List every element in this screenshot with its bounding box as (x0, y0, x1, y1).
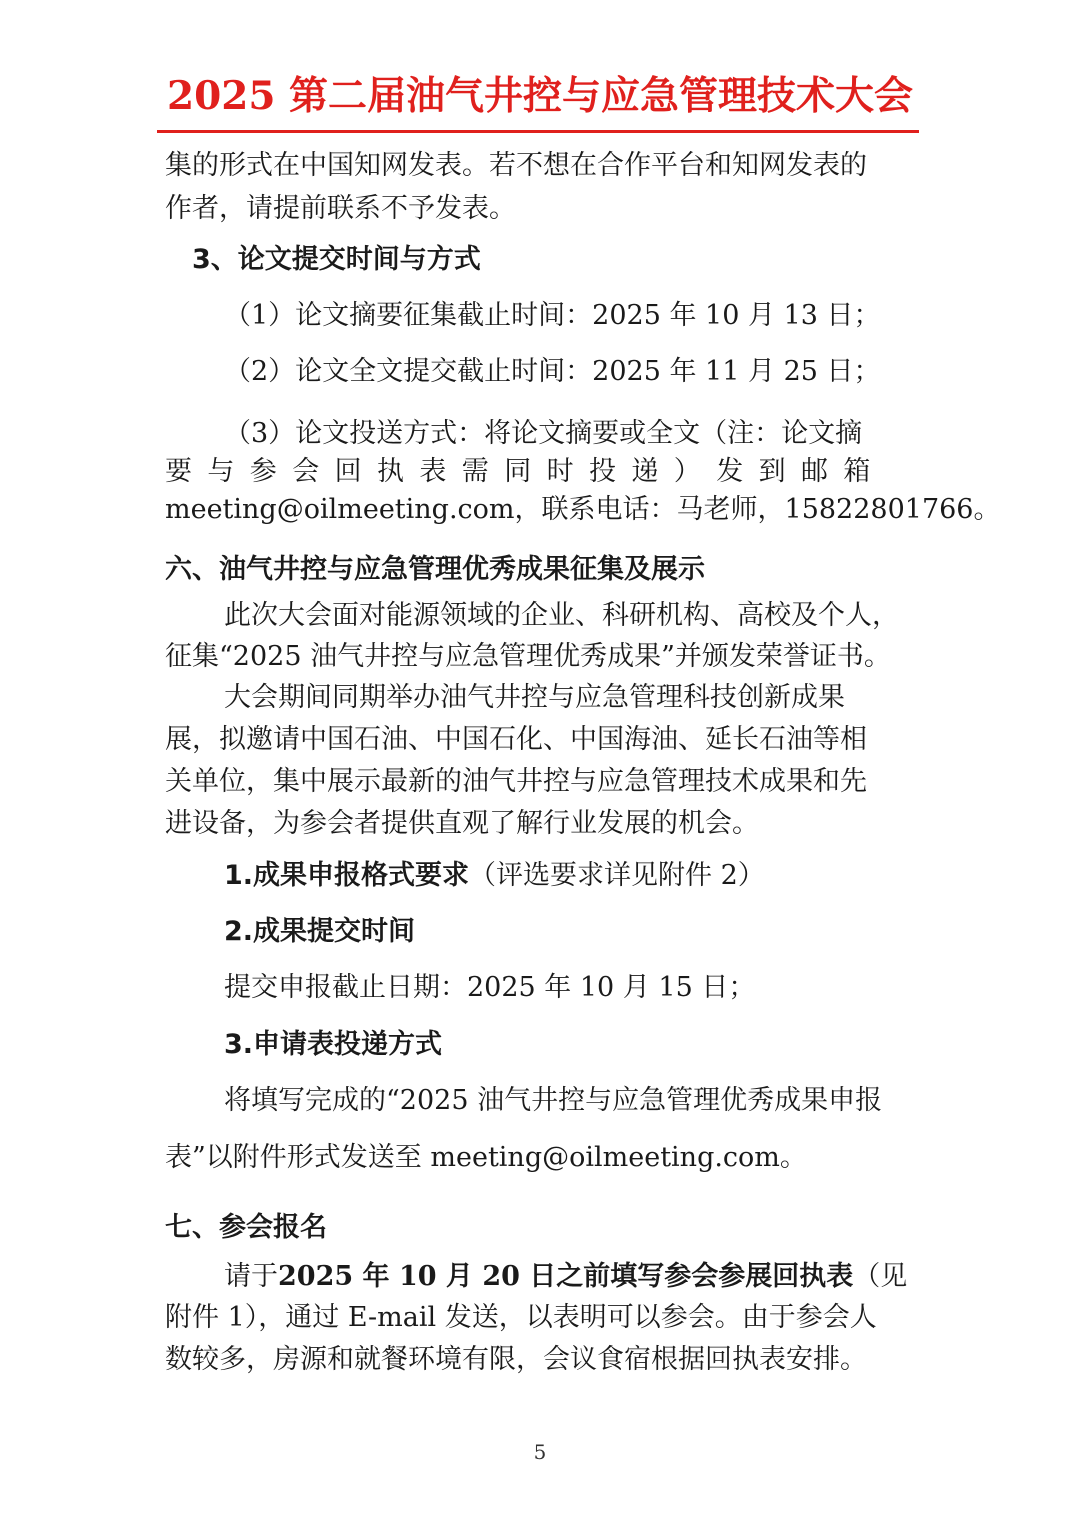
text-line: 关单位，集中展示最新的油气井控与应急管理技术成果和先 (165, 766, 867, 797)
text-line: 征集“2025 油气井控与应急管理优秀成果”并颁发荣誉证书。 (165, 641, 891, 672)
text-segment: （见 (853, 1261, 908, 1292)
text-line: 将填写完成的“2025 油气井控与应急管理优秀成果申报 (224, 1085, 883, 1116)
header-divider (157, 130, 919, 133)
text-line: 进设备，为参会者提供直观了解行业发展的机会。 (165, 808, 759, 839)
text-segment: 请于 (224, 1261, 278, 1292)
deadline-highlight: 2025 年 10 月 20 日之前填写参会参展回执表 (278, 1261, 854, 1292)
text-line: 表”以附件形式发送至 meeting@oilmeeting.com。 (165, 1142, 807, 1173)
text-line: 大会期间同期举办油气井控与应急管理科技创新成果 (224, 682, 845, 713)
text-line: 附件 1），通过 E-mail 发送，以表明可以参会。由于参会人 (165, 1302, 877, 1333)
text-line: 数较多，房源和就餐环境有限，会议食宿根据回执表安排。 (165, 1344, 867, 1375)
text-line: 作者，请提前联系不予发表。 (165, 193, 516, 224)
list-item: 2.成果提交时间 (224, 916, 416, 947)
page-number: 5 (533, 1440, 547, 1464)
list-item: 3.申请表投递方式 (224, 1029, 443, 1060)
text-line: （2）论文全文提交截止时间：2025 年 11 月 25 日； (224, 356, 881, 387)
text-line: meeting@oilmeeting.com，联系电话：马老师，15822801766。 (165, 494, 1001, 525)
text-line (224, 1257, 976, 1297)
text-line: 提交申报截止日期：2025 年 10 月 15 日； (224, 972, 756, 1003)
subsection-heading: 3、论文提交时间与方式 (192, 244, 481, 275)
section-heading: 六、油气井控与应急管理优秀成果征集及展示 (165, 554, 705, 585)
list-item-note: （评选要求详见附件 2） (469, 860, 765, 891)
document-header (160, 70, 920, 122)
text-line: 此次大会面对能源领域的企业、科研机构、高校及个人， (224, 600, 899, 631)
text-line: （3）论文投送方式：将论文摘要或全文（注：论文摘 (224, 418, 863, 449)
text-line: （1）论文摘要征集截止时间：2025 年 10 月 13 日； (224, 300, 881, 331)
section-heading: 七、参会报名 (165, 1212, 327, 1243)
conference-title: 2025 第二届油气井控与应急管理技术大会 (166, 73, 914, 119)
text-line: 集的形式在中国知网发表。若不想在合作平台和知网发表的 (165, 150, 867, 181)
text-line: 要与参会回执表需同时投递）发到邮箱 (165, 456, 886, 487)
text-line: 展，拟邀请中国石油、中国石化、中国海油、延长石油等相 (165, 724, 867, 755)
list-item-label: 1.成果申报格式要求 (224, 860, 470, 891)
list-item (224, 856, 976, 896)
